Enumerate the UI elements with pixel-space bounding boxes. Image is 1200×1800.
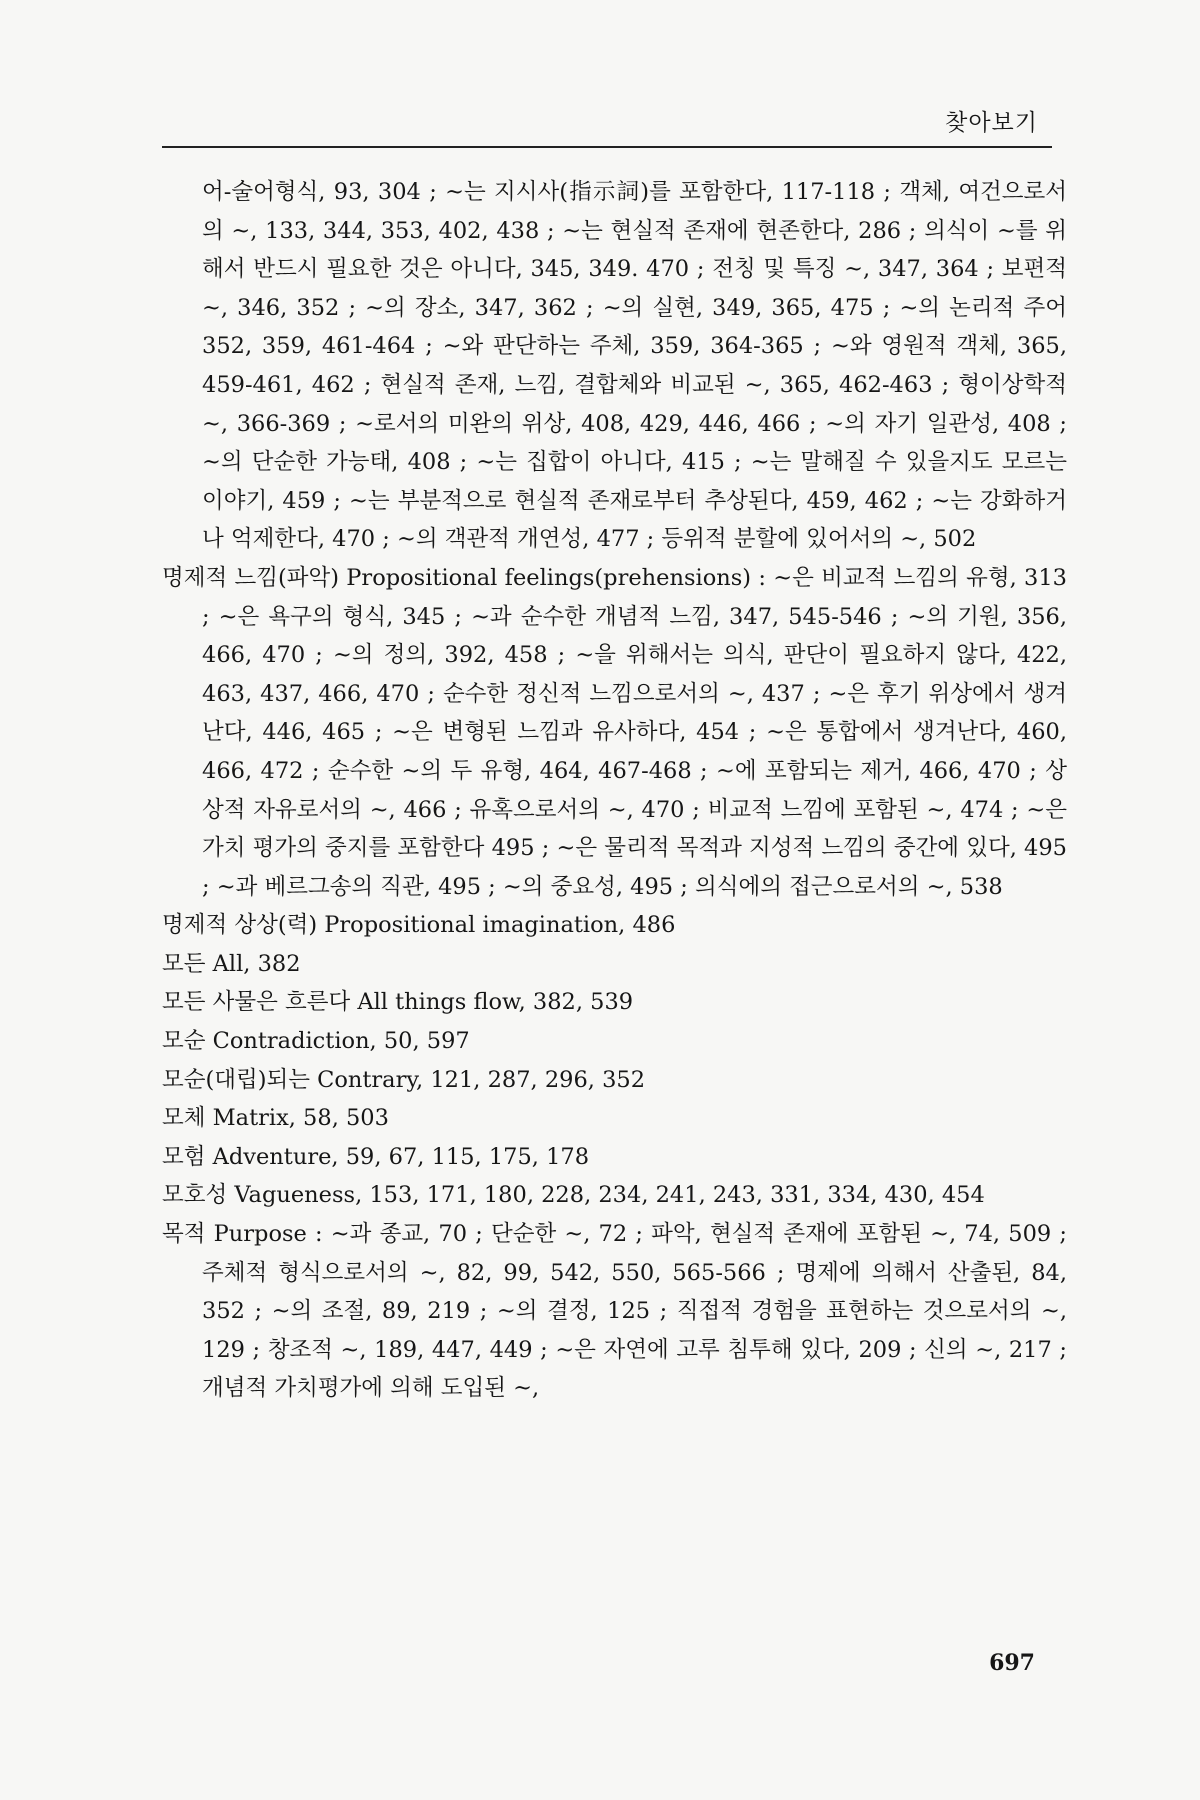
index-entry: 모호성 Vagueness, 153, 171, 180, 228, 234, 241, 243, 331, 334, 430, 454 [162,1182,985,1209]
index-entry: 모체 Matrix, 58, 503 [162,1105,389,1132]
index-entry: 모순(대립)되는 Contrary, 121, 287, 296, 352 [162,1066,646,1093]
index-entry: 어-술어형식, 93, 304 ; ~는 지시사(指示詞)를 포함한다, 117-118 ; 객체, 여건으로서의 ~, 133, 344, 353, 402, 438 ; ~는 현실적 존재에 현존한다, 286 ; 의식이 ~를 위해서 반드시 필요한 것은 아니다, 345, 349. 470 ; 전칭 및 특징 ~, 347, 364 ; 보편적 ~, 346, 352 ; ~의 장소, 347, 362 ; ~의 실현, 349, 365, 475 ; ~의 논리적 주어 352, 359, 461-464 ; ~와 판단하는 주체, 359, 364-365 ; ~와 영원적 객체, 365, 459-461, 462 ; 현실적 존재, 느낌, 결합체와 비교된 ~, 365, 462-463 ; 형이상학적 ~, 366-369 ; ~로서의 미완의 위상, 408, 429, 446, 466 ; ~의 자기 일관성, 408 ; ~의 단순한 가능태, 408 ; ~는 집합이 아니다, 415 ; ~는 말해질 수 있을지도 모르는 이야기, 459 ; ~는 부분적으로 현실적 존재로부터 추상된다, 459, 462 ; ~는 강화하거나 억제한다, 470 ; ~의 객관적 개연성, 477 ; 등위적 분할에 있어서의 ~, 502 [202,179,1067,553]
page-number: 697 [989,1650,1035,1676]
index-entry: 모든 사물은 흐른다 All things flow, 382, 539 [162,989,634,1016]
running-header: 찾아보기 [945,110,1038,136]
index-entry: 모든 All, 382 [162,950,301,977]
header-rule [162,146,1052,148]
index-entry: 목적 Purpose : ~과 종교, 70 ; 단순한 ~, 72 ; 파악, 현실적 존재에 포함된 ~, 74, 509 ; 주체적 형식으로서의 ~, 82, 99, 542, 550, 565-566 ; 명제에 의해서 산출된, 84, 352 ; ~의 조절, 89, 219 ; ~의 결정, 125 ; 직접적 경험을 표현하는 것으로서의 ~, 129 ; 창조적 ~, 189, 447, 449 ; ~은 자연에 고루 침투해 있다, 209 ; 신의 ~, 217 ; 개념적 가치평가에 의해 도입된 ~, [162,1221,1067,1402]
index-entry: 명제적 느낌(파악) Propositional feelings(prehensions) : ~은 비교적 느낌의 유형, 313 ; ~은 욕구의 형식, 345 ; ~과 순수한 개념적 느낌, 347, 545-546 ; ~의 기원, 356, 466, 470 ; ~의 정의, 392, 458 ; ~을 위해서는 의식, 판단이 필요하지 않다, 422, 463, 437, 466, 470 ; 순수한 정신적 느낌으로서의 ~, 437 ; ~은 후기 위상에서 생겨난다, 446, 465 ; ~은 변형된 느낌과 유사하다, 454 ; ~은 통합에서 생겨난다, 460, 466, 472 ; 순수한 ~의 두 유형, 464, 467-468 ; ~에 포함되는 제거, 466, 470 ; 상상적 자유로서의 ~, 466 ; 유혹으로서의 ~, 470 ; 비교적 느낌에 포함된 ~, 474 ; ~은 가치 평가의 중지를 포함한다 495 ; ~은 물리적 목적과 지성적 느낌의 중간에 있다, 495 ; ~과 베르그송의 직관, 495 ; ~의 중요성, 495 ; 의식에의 접근으로서의 ~, 538 [162,564,1067,900]
index-entry: 모순 Contradiction, 50, 597 [162,1028,470,1055]
index-entry: 명제적 상상(력) Propositional imagination, 486 [162,912,676,939]
index-entry: 모험 Adventure, 59, 67, 115, 175, 178 [162,1143,590,1170]
index-content [162,173,1067,1408]
